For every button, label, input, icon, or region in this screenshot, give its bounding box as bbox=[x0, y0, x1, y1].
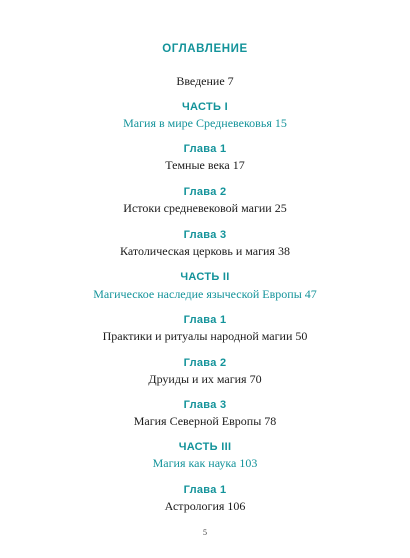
part-1-title: Магия в мире Средневековья 15 bbox=[123, 116, 287, 130]
part-2-chapter-2-label: Глава 2 bbox=[183, 357, 227, 369]
part-1-chapter-3-title: Католическая церковь и магия 38 bbox=[120, 244, 290, 258]
part-2-label: ЧАСТЬ II bbox=[180, 271, 230, 283]
part-3-chapter-1-title: Астрология 106 bbox=[164, 499, 246, 513]
part-1-chapter-1-label: Глава 1 bbox=[183, 143, 227, 155]
toc-title: ОГЛАВЛЕНИЕ bbox=[162, 43, 248, 55]
part-1-chapter-2-label: Глава 2 bbox=[183, 186, 227, 198]
page-number: 5 bbox=[203, 528, 207, 537]
part-3-chapter-1-label: Глава 1 bbox=[183, 484, 227, 496]
part-2-title: Магическое наследие языческой Европы 47 bbox=[93, 287, 317, 301]
part-1-label: ЧАСТЬ I bbox=[182, 101, 228, 113]
part-2-chapter-3-label: Глава 3 bbox=[183, 399, 227, 411]
part-1-chapter-2-title: Истоки средневековой магии 25 bbox=[123, 201, 287, 215]
part-2-chapter-1-label: Глава 1 bbox=[183, 314, 227, 326]
part-3-label: ЧАСТЬ III bbox=[178, 441, 232, 453]
part-3-title: Магия как наука 103 bbox=[152, 456, 258, 470]
part-1-chapter-1-title: Темные века 17 bbox=[165, 158, 245, 172]
part-2-chapter-2-title: Друиды и их магия 70 bbox=[148, 372, 262, 386]
part-2-chapter-3-title: Магия Северной Европы 78 bbox=[133, 414, 277, 428]
toc-entry-intro: Введение 7 bbox=[176, 74, 234, 88]
part-1-chapter-3-label: Глава 3 bbox=[183, 229, 227, 241]
part-2-chapter-1-title: Практики и ритуалы народной магии 50 bbox=[102, 329, 308, 343]
